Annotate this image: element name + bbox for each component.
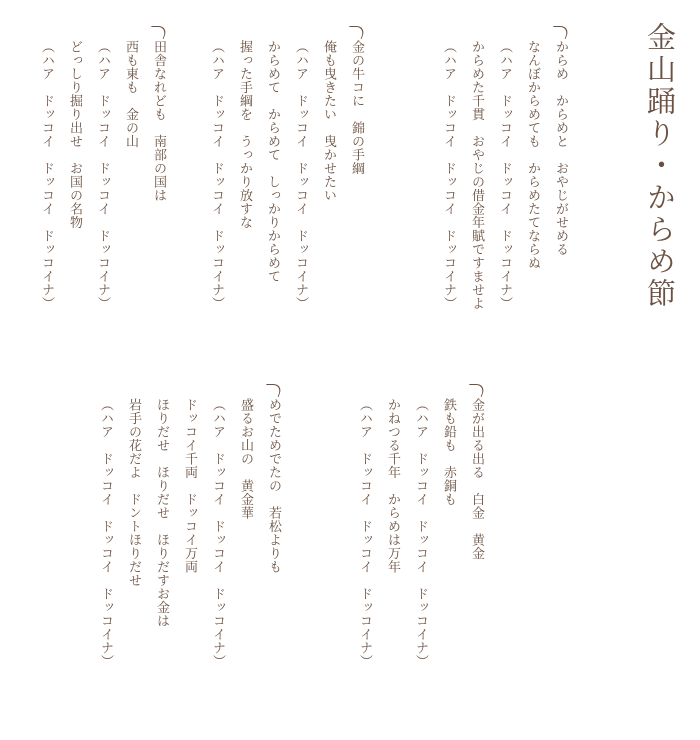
verse-2 xyxy=(202,40,370,310)
verse-mark-icon xyxy=(549,26,571,39)
verse-line: （ハア ドッコイ ドッコイ ドッコイナ） xyxy=(497,40,512,310)
verse-line: かねつる千年 からめは万年 xyxy=(385,398,400,574)
verse-line: なんぼからめても からめたてならぬ xyxy=(525,40,540,270)
verse-line: （ハア ドッコイ ドッコイ ドッコイナ） xyxy=(293,40,308,310)
verse-line: （ハア ドッコイ ドッコイ ドッコイナ） xyxy=(95,40,110,310)
verse-line: 握った手綱を うっかり放すな xyxy=(237,40,252,229)
verse-line: （ハア ドッコイ ドッコイ ドッコイナ） xyxy=(357,398,372,668)
verse-line: からめて からめて しっかりからめて xyxy=(265,40,280,283)
page-title: 金山踊り・からめ節 xyxy=(643,22,677,310)
verse-mark-icon xyxy=(345,26,367,39)
verse-line: （ハア ドッコイ ドッコイ ドッコイナ） xyxy=(98,398,113,668)
verse-line: （ハア ドッコイ ドッコイ ドッコイナ） xyxy=(209,40,224,310)
verse-line: 田舎なれども 南部の国は xyxy=(151,40,166,202)
verse-line: 金の牛コに 錦の手綱 xyxy=(349,40,364,175)
verse-line: からめ からめと おやじがせめる xyxy=(553,40,568,256)
verse-5 xyxy=(91,398,287,668)
verse-line: からめた千貫 おやじの借金年賦ですませよ xyxy=(469,40,484,310)
verse-line: （ハア ドッコイ ドッコイ ドッコイナ） xyxy=(441,40,456,310)
verse-1 xyxy=(434,40,574,310)
verse-line: 岩手の花だよ ドントほりだせ xyxy=(126,398,141,587)
verse-mark-icon xyxy=(147,26,169,39)
verse-4 xyxy=(350,398,490,668)
verse-line: どっしり掘り出せ お国の名物 xyxy=(67,40,82,229)
verse-line: めでためでたの 若松よりも xyxy=(266,398,281,574)
verse-line: 俺も曳きたい 曳かせたい xyxy=(321,40,336,202)
verse-line: ドッコイ千両 ドッコイ万両 xyxy=(182,398,197,574)
verse-mark-icon xyxy=(465,384,487,397)
verse-line: 鉄も鉛も 赤銅も xyxy=(441,398,456,506)
verse-line: 金が出る出る 白金 黄金 xyxy=(469,398,484,560)
verse-line: （ハア ドッコイ ドッコイ ドッコイナ） xyxy=(413,398,428,668)
verse-line: （ハア ドッコイ ドッコイ ドッコイナ） xyxy=(39,40,54,310)
verse-line: 盛るお山の 黄金華 xyxy=(238,398,253,520)
verse-line: ほりだせ ほりだせ ほりだすお金は xyxy=(154,398,169,628)
verse-mark-icon xyxy=(262,384,284,397)
verse-3 xyxy=(32,40,172,310)
verse-line: 西も東も 金の山 xyxy=(123,40,138,148)
verse-line: （ハア ドッコイ ドッコイ ドッコイナ） xyxy=(210,398,225,668)
